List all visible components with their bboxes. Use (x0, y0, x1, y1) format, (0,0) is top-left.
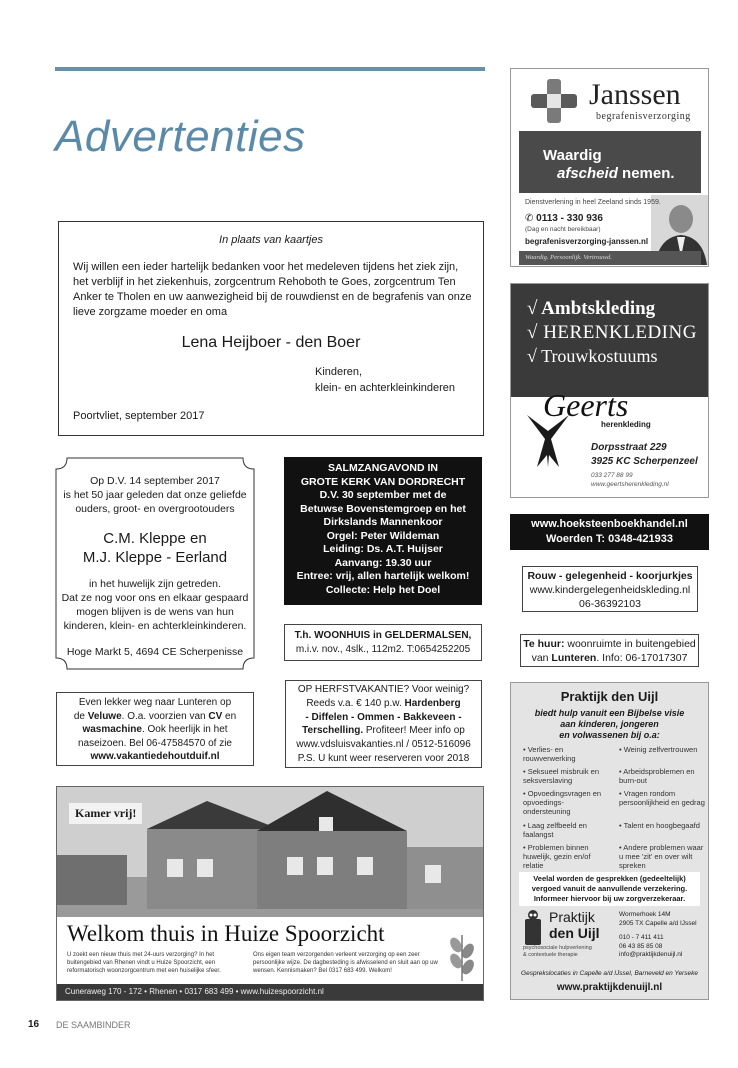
vakantiehout-2d: CV (208, 710, 223, 722)
jubileum-body-2: Dat ze nog voor ons en elkaar gespaard (61, 592, 249, 604)
uijl-email[interactable]: info@praktijkdenuijl.nl (619, 951, 683, 958)
tehuur-label: Te huur: (523, 638, 565, 650)
vakantiehout-3b: . Ook heerlijk in het (141, 724, 228, 736)
woonhuis-title: T.h. WOONHUIS in GELDERMALSEN, (294, 630, 472, 641)
herfst-4b: Profiteer! Meer info op (363, 725, 465, 737)
uijl-logo-sub-2: & contextuele therapie (523, 952, 578, 958)
ad-spoorzicht (56, 786, 484, 1001)
geerts-street: Dorpsstraat 229 (591, 442, 667, 453)
zangavond-line: Dirkslands Mannenkoor (323, 516, 443, 528)
uijl-title: Praktijk den Uijl (560, 689, 659, 704)
uijl-web[interactable]: www.praktijkdenuijl.nl (556, 982, 663, 993)
herfst-line-1: OP HERFSTVAKANTIE? Voor weinig? (297, 684, 470, 695)
geerts-dark-panel (511, 284, 708, 397)
zangavond-line: Leiding: Ds. A.T. Huijser (323, 543, 443, 555)
jubileum-name-1: C.M. Kleppe en (103, 530, 207, 547)
uijl-note-2: vergoed vanuit de aanvullende verzekering. (531, 884, 688, 893)
ad-boekhandel (510, 514, 709, 550)
uijl-right-1: Weinig zelfvertrouwen (623, 745, 698, 754)
boekhandel-web[interactable]: www.hoeksteenboekhandel.nl (531, 518, 688, 530)
herfst-line-3: - Diffelen - Ommen - Bakkeveen - (305, 711, 462, 723)
boekhandel-phone: Woerden T: 0348-421933 (546, 533, 673, 545)
vakantiehout-2c: . O.a. voorzien van (121, 710, 209, 722)
janssen-since: Dienstverlening in heel Zeeland sinds 1959. (525, 199, 661, 206)
uijl-address-1: Wormerhoek 14M (619, 911, 671, 918)
ad-janssen (510, 68, 709, 267)
zangavond-line: Aanvang: 19.30 uur (334, 556, 432, 569)
ad-zangavond (284, 457, 482, 605)
spoorzicht-col-2: Ons eigen team verzorgenden verleent verzorging op een zeer persoonlijke wijze. De dagbesteding is afwisselend en sluit aan op uw wensen. Kennismaken? Bel 0317 683 499. Welkom! (253, 952, 438, 974)
kaartjes-signature-2: klein- en achterkleinkinderen (315, 382, 456, 394)
geerts-brand-sub: herenkleding (601, 420, 651, 429)
janssen-website: begrafenisverzorging-janssen.nl (525, 237, 649, 246)
kinderkleding-title: Rouw - gelegenheid - koorjurkjes (527, 570, 693, 582)
spoorzicht-badge: Kamer vrij! (69, 803, 142, 824)
uijl-left-4: Laag zelfbeeld en faalangst (523, 821, 587, 839)
herfst-web[interactable]: www.vdsluisvakanties.nl / 0512-516096 (296, 739, 471, 751)
uijl-right-2: Arbeidsproblemen en burn-out (619, 767, 695, 785)
woonhuis-details: m.i.v. nov., 4slk., 112m2. T:0654252205 (295, 644, 471, 655)
kinderkleding-web[interactable]: www.kindergelegenheidskleding.nl (529, 584, 691, 596)
spoorzicht-col-1: U zoekt een nieuw thuis met 24-uurs verzorging? In het buitengebied van Rhenen vindt u Huize Spoorzicht, een reformatorisch woonzorgcentrum met een huiselijke sfeer. (67, 952, 221, 974)
geerts-item-2: HERENKLEDING (543, 322, 697, 343)
zangavond-line: SALMZANGAVOND IN (327, 462, 439, 474)
kaartjes-signature-1: Kinderen, (315, 366, 363, 378)
zangavond-line: Betuwse Bovenstemgroep en het (300, 502, 466, 515)
ad-vakantiehout (56, 692, 254, 766)
uijl-address-2: 2905 TX Capelle a/d IJssel (619, 919, 697, 927)
vakantiehout-line-4: naseizoen. Bel 06-47584570 of zie (77, 737, 232, 749)
herfst-2b: Hardenberg (404, 697, 461, 709)
janssen-slogan-2a: afscheid (557, 165, 618, 182)
herfst-4a: Terschelling. (302, 725, 364, 737)
uijl-right-4: Talent en hoogbegaafd (623, 821, 700, 830)
janssen-slogan-2b: nemen. (617, 165, 675, 182)
jubileum-line-1: Op D.V. 14 september 2017 (90, 475, 220, 487)
uijl-subtitle-2: aan kinderen, jongeren (560, 719, 659, 729)
uijl-left-1: Verlies- en rouwverwerking (523, 745, 576, 763)
uijl-subtitle-1: biedt hulp vanuit een Bijbelse visie (534, 708, 685, 718)
check-icon: √ (527, 298, 538, 319)
uijl-locations: Gesprekslocaties in Capelle a/d IJssel, Barneveld en Yerseke (521, 970, 698, 977)
vakantiehout-web[interactable]: www.vakantiedehoutduif.nl (90, 751, 220, 763)
tehuur-text: woonruimte in buitengebied (564, 638, 696, 650)
herfst-2a: Reeds v.a. € 140 p.w. (306, 697, 405, 709)
ad-woonhuis (284, 624, 482, 661)
page-number: 16 (28, 1019, 40, 1030)
uijl-left-5: Problemen binnen huwelijk, gezin en/of relatie (523, 843, 591, 870)
ad-geerts (510, 283, 709, 498)
janssen-cross-logo (529, 77, 579, 125)
tehuur-text-2b: . Info: 06-17017307 (596, 652, 688, 664)
page-title: Advertenties (55, 112, 306, 161)
janssen-phone: 0113 - 330 936 (536, 213, 603, 224)
phone-icon: ✆ (525, 213, 537, 224)
jubileum-body-4: kinderen, klein- en achterkleinkinderen. (63, 620, 247, 632)
zangavond-line: Orgel: Peter Wildeman (326, 529, 440, 542)
janssen-slogan-1: Waardig (543, 147, 602, 164)
jubileum-name-2: M.J. Kleppe - Eerland (82, 549, 228, 566)
vakantiehout-2e: en (222, 710, 237, 722)
geerts-city: 3925 KC Scherpenzeel (591, 456, 698, 467)
tehuur-place: Lunteren (551, 652, 597, 664)
kinderkleding-phone: 06-36392103 (579, 598, 641, 610)
header-rule (55, 67, 485, 71)
check-icon: √ (527, 322, 538, 343)
jubileum-body-1: in het huwelijk zijn getreden. (89, 578, 221, 590)
jubileum-body-3: mogen blijven is de wens van hun (76, 606, 234, 618)
kaartjes-heading: In plaats van kaartjes (219, 234, 323, 246)
jubileum-line-2: is het 50 jaar geleden dat onze geliefde (63, 489, 247, 501)
zangavond-line: Entree: vrij, allen hartelijk welkom! (296, 570, 470, 582)
kaartjes-body: Wij willen een ieder hartelijk bedanken voor het medeleven tijdens het ziek zijn, het verblijf in het ziekenhuis, zorgcentrum Rehoboth te Goes, zorgcentrum Ten Anker te Tholen en uw aanwezigheid bij de rouwdienst en de begrafenis van onze lieve zorgzame moeder en oma (73, 261, 472, 318)
janssen-slogan-band (519, 131, 701, 193)
vakantiehout-2a: de (73, 710, 88, 722)
janssen-brand: Janssen (589, 78, 681, 111)
geerts-phone: 033 277 88 99 (591, 472, 633, 479)
uijl-right-3: Vragen rondom persoonlijkheid en gedrag (619, 789, 705, 807)
uijl-left-3: Opvoedingsvragen en opvoedings-ondersteuning (523, 789, 602, 816)
uijl-logo-sub-1: psychosociale hulpverlening (523, 945, 592, 951)
uijl-right-5: Andere problemen waar u mee 'zit' en over wilt spreken (619, 843, 704, 870)
janssen-sub: begrafenisverzorging (596, 111, 691, 122)
zangavond-line: D.V. 30 september met de (319, 489, 447, 501)
jubileum-address: Hoge Markt 5, 4694 CE Scherpenisse (66, 646, 244, 658)
jubileum-line-3: ouders, groot- en overgrootouders (75, 503, 235, 515)
ad-tehuur (520, 634, 699, 667)
kaartjes-place-date: Poortvliet, september 2017 (73, 410, 205, 422)
check-icon: √ (527, 346, 537, 366)
uijl-tel-2: 06 43 85 85 08 (619, 942, 663, 950)
janssen-tagline: Waardig. Persoonlijk. Vertrouwd. (519, 251, 701, 265)
publication-name: DE SAAMBINDER (56, 1020, 131, 1030)
uijl-logo-1: Praktijk (549, 909, 595, 925)
ad-kinderkleding (522, 566, 698, 612)
zangavond-line: GROTE KERK VAN DORDRECHT (300, 475, 466, 488)
spoorzicht-footer: Cuneraweg 170 - 172 • Rhenen • 0317 683 499 • www.huizespoorzicht.nl (57, 984, 483, 1000)
ad-praktijk-uijl: Praktijk den Uijl biedt hulp vanuit een Bijbelse visie aan kinderen, jongeren en volwassenen bij o.a: • Verlies- en rouwverwerking • Seksueel misbruik en seksverslaving • Opvoedingsvragen en opvoedings-ondersteuning • Laag zelfbeeld en faalangst • Problemen binnen huwelijk, gezin en/of relatie • Weinig zelfvertrouwen • Arbeidsproblemen en burn-out • Vragen rondom persoonlijkheid en gedrag • Talent en hoogbegaafd • Andere problemen waar u mee 'zit' en over wilt spreken Veelal worden de gesprekken (gedeeltelijk) vergoed vanuit de aanvullende verzekering. Informeer hiervoor bij uw zorgverzekeraar. Praktijk den Uijl psychosociale hulpverlening & contextuele therapie Wormerhoek 14M 2905 TX Capelle a/d IJssel 010 - 7 411 411 06 43 85 85 08 info@praktijkdenuijl.nl Gesprekslocaties in Capelle a/d IJssel, Barneveld en Yerseke www.praktijkdenuijl.nl (510, 682, 709, 1000)
vakantiehout-3a: wasmachine (82, 724, 142, 736)
herfst-line-6: P.S. U kunt weer reserveren voor 2018 (297, 752, 470, 764)
uijl-note-3: Informeer hiervoor bij uw zorgverzekeraar. (533, 894, 686, 903)
geerts-item-3: Trouwkostuums (541, 346, 658, 366)
uijl-logo-2: den Uijl (549, 925, 600, 941)
ad-jubileum (55, 457, 255, 670)
spoorzicht-title: Welkom thuis in Huize Spoorzicht (67, 921, 385, 946)
uijl-tel-1: 010 - 7 411 411 (619, 934, 664, 941)
janssen-phone-note: (Dag en nacht bereikbaar) (525, 226, 601, 233)
uijl-left-2: Seksueel misbruik en seksverslaving (523, 767, 600, 785)
vakantiehout-line-1: Even lekker weg naar Lunteren op (78, 697, 232, 708)
leaf-ornament-icon (445, 929, 479, 983)
owl-logo-icon (523, 909, 545, 947)
zangavond-line: Collecte: Help het Doel (325, 583, 441, 596)
geerts-item-1: Ambtskleding (541, 298, 656, 319)
ad-kaartjes (58, 221, 484, 436)
tehuur-text-2a: van (531, 652, 552, 664)
vakantiehout-2b: Veluwe (87, 710, 122, 722)
geerts-brand: Geerts (543, 387, 629, 423)
kaartjes-name: Lena Heijboer - den Boer (181, 334, 361, 351)
geerts-web: www.geertsherenkleding.nl (591, 481, 669, 488)
uijl-subtitle-3: en volwassenen bij o.a: (559, 730, 660, 740)
uijl-note-1: Veelal worden de gesprekken (gedeeltelijk) (533, 874, 686, 883)
ad-herfst (285, 680, 482, 768)
